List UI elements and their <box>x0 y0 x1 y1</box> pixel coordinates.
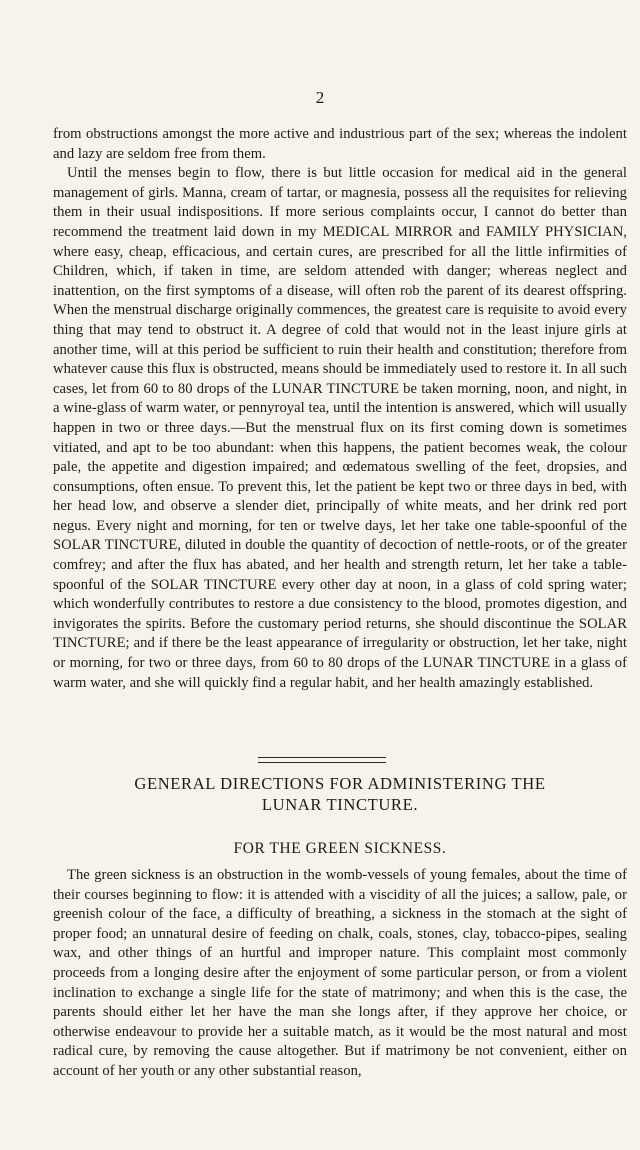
paragraph: Until the menses begin to flow, there is but little occasion for medical aid in the general management of girls. Manna, cream of tartar, or magnesia, possess all the requisites for relieving them in their usual indispositions. If more serious complaints occur, I cannot do better than recommend the treatment laid down in my MEDICAL MIRROR and FAMILY PHYSICIAN, where easy, cheap, efficacious, and certain cures, are prescribed for all the little infirmities of Children, which, if taken in time, are seldom attended with danger; whereas neglect and inattention, on the first symptoms of a disease, will often rob the parent of its dearest offspring. When the menstrual discharge originally commences, the greatest care is requisite to avoid every thing that may tend to obstruct it. A degree of cold that would not in the least injure girls at another time, will at this period be sufficient to ruin their health and constitution; therefore from whatever cause this flux is obstructed, means should be immediately used to restore it. In all such cases, let from 60 to 80 drops of the LUNAR TINCTURE be taken morning, noon, and night, in a wine-glass of warm water, or pennyroyal tea, until the intention is answered, which will usually happen in two or three days.—But the menstrual flux on its first coming down is sometimes vitiated, and apt to be too abundant: when this happens, the patient becomes weak, the colour pale, the appetite and digestion impaired; and œdematous swelling of the feet, dropsies, and consumptions, often ensue. To prevent this, let the patient be kept two or three days in bed, with her head low, and observe a slender diet, principally of white meats, and her drink red port negus. Every night and morning, for ten or twelve days, let her take one table-spoonful of the SOLAR TINCTURE, diluted in double the quantity of decoction of nettle-roots, or of the greater comfrey; and after the flux has abated, and her health and strength return, let her take a table-spoonful of the SOLAR TINCTURE every other day at noon, in a glass of cold spring water; which wonderfully contributes to restore a due consistency to the blood, promotes digestion, and invigorates the spirits. Before the customary period returns, she should discontinue the SOLAR TINCTURE; and if there be the least appearance of irregularity or obstruction, let her take, night or morning, for two or three days, from 60 to 80 drops of the LUNAR TINCTURE in a glass of warm water, and she will quickly find a regular habit, and her health amazingly established. <box>53 165 627 691</box>
body-text-section-1 <box>53 125 627 693</box>
paragraph: from obstructions amongst the more active and industrious part of the sex; whereas the indolent and lazy are seldom free from them. <box>53 126 627 162</box>
section-subheading: FOR THE GREEN SICKNESS. <box>233 840 447 857</box>
paragraph: The green sickness is an obstruction in the womb-vessels of young females, about the time of their courses beginning to flow: it is attended with a viscidity of all the juices; a sallow, pale, or greenish colour of the face, a difficulty of breathing, a sickness in the stomach at the sight of proper food; an unnatural desire of feeding on chalk, coals, stones, clay, tobacco-pipes, sealing wax, and other things of an hurtful and improper nature. This complaint most commonly proceeds from a longing desire after the enjoyment of some particular person, or from a violent inclination to exchange a single life for the state of matrimony; and when this is the case, the parents should either let her have the man she longs after, if they approve her choice, or otherwise endeavour to provide her a suitable match, as it would be the most natural and most radical cure, by removing the cause altogether. But if matrimony be not convenient, either on account of her youth or any other substantial reason, <box>53 867 627 1079</box>
body-text-section-2 <box>53 866 627 1082</box>
page-number: 2 <box>315 88 325 107</box>
heading-line-1: GENERAL DIRECTIONS FOR ADMINISTERING THE <box>134 774 546 793</box>
heading-line-2: LUNAR TINCTURE. <box>261 795 419 814</box>
section-heading <box>53 773 627 815</box>
section-divider <box>258 757 386 763</box>
